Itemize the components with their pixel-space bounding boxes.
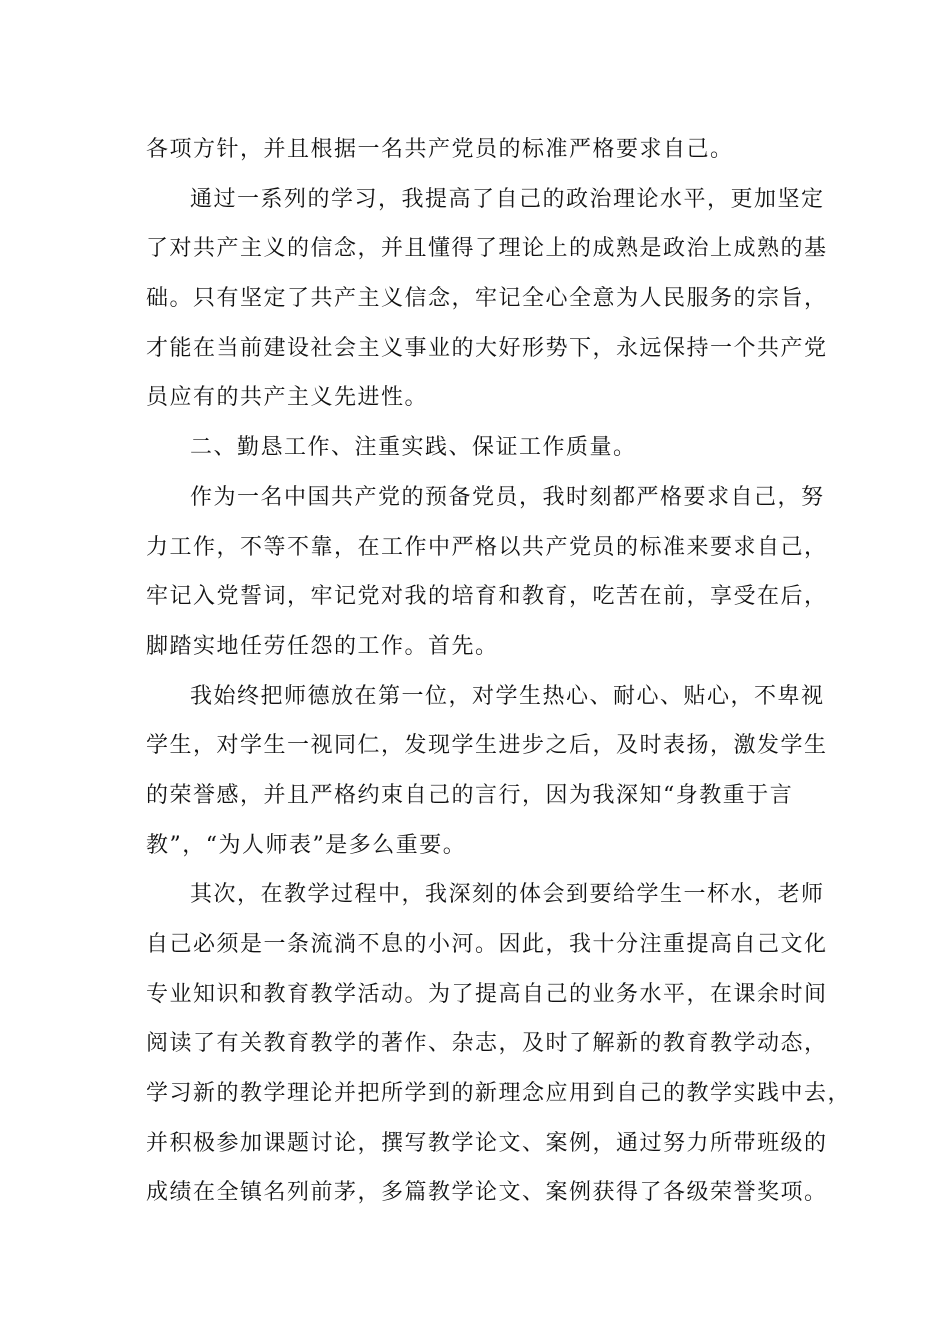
text-line: 才能在当前建设社会主义事业的大好形势下，永远保持一个共产党 (146, 336, 828, 361)
text-line: 自己必须是一条流淌不息的小河。因此，我十分注重提高自己文化 (146, 932, 828, 957)
text-line: 脚踏实地任劳任怨的工作。首先。 (146, 634, 499, 659)
paragraph-start-line: 我始终把师德放在第一位，对学生热心、耐心、贴心，不卑视 (190, 684, 825, 709)
text-line: 员应有的共产主义先进性。 (146, 385, 429, 410)
text-line: 专业知识和教育教学活动。为了提高自己的业务水平，在课余时间 (146, 982, 828, 1007)
text-line: 础。只有坚定了共产主义信念，牢记全心全意为人民服务的宗旨， (146, 286, 828, 311)
text-line: 教”，“为人师表”是多么重要。 (146, 833, 467, 858)
paragraph-start-line: 作为一名中国共产党的预备党员，我时刻都严格要求自己，努 (190, 485, 825, 510)
section-heading: 二、勤恳工作、注重实践、保证工作质量。 (190, 435, 637, 460)
text-line: 阅读了有关教育教学的著作、杂志，及时了解新的教育教学动态， (146, 1031, 828, 1056)
text-line: 了对共产主义的信念，并且懂得了理论上的成熟是政治上成熟的基 (146, 236, 828, 261)
text-line: 牢记入党誓词，牢记党对我的培育和教育，吃苦在前，享受在后， (146, 584, 828, 609)
text-line: 学生，对学生一视同仁，发现学生进步之后，及时表扬，激发学生 (146, 733, 828, 758)
text-line: 并积极参加课题讨论，撰写教学论文、案例，通过努力所带班级的 (146, 1131, 828, 1156)
paragraph-start-line: 通过一系列的学习，我提高了自己的政治理论水平，更加坚定 (190, 187, 825, 212)
text-line: 学习新的教学理论并把所学到的新理念应用到自己的教学实践中去， (146, 1081, 852, 1106)
text-line: 各项方针，并且根据一名共产党员的标准严格要求自己。 (146, 137, 734, 162)
text-line: 的荣誉感，并且严格约束自己的言行，因为我深知“身教重于言 (146, 783, 794, 808)
text-line: 力工作，不等不靠，在工作中严格以共产党员的标准来要求自己， (146, 535, 828, 560)
text-line: 成绩在全镇名列前茅，多篇教学论文、案例获得了各级荣誉奖项。 (146, 1180, 828, 1205)
paragraph-start-line: 其次，在教学过程中，我深刻的体会到要给学生一杯水，老师 (190, 882, 825, 907)
